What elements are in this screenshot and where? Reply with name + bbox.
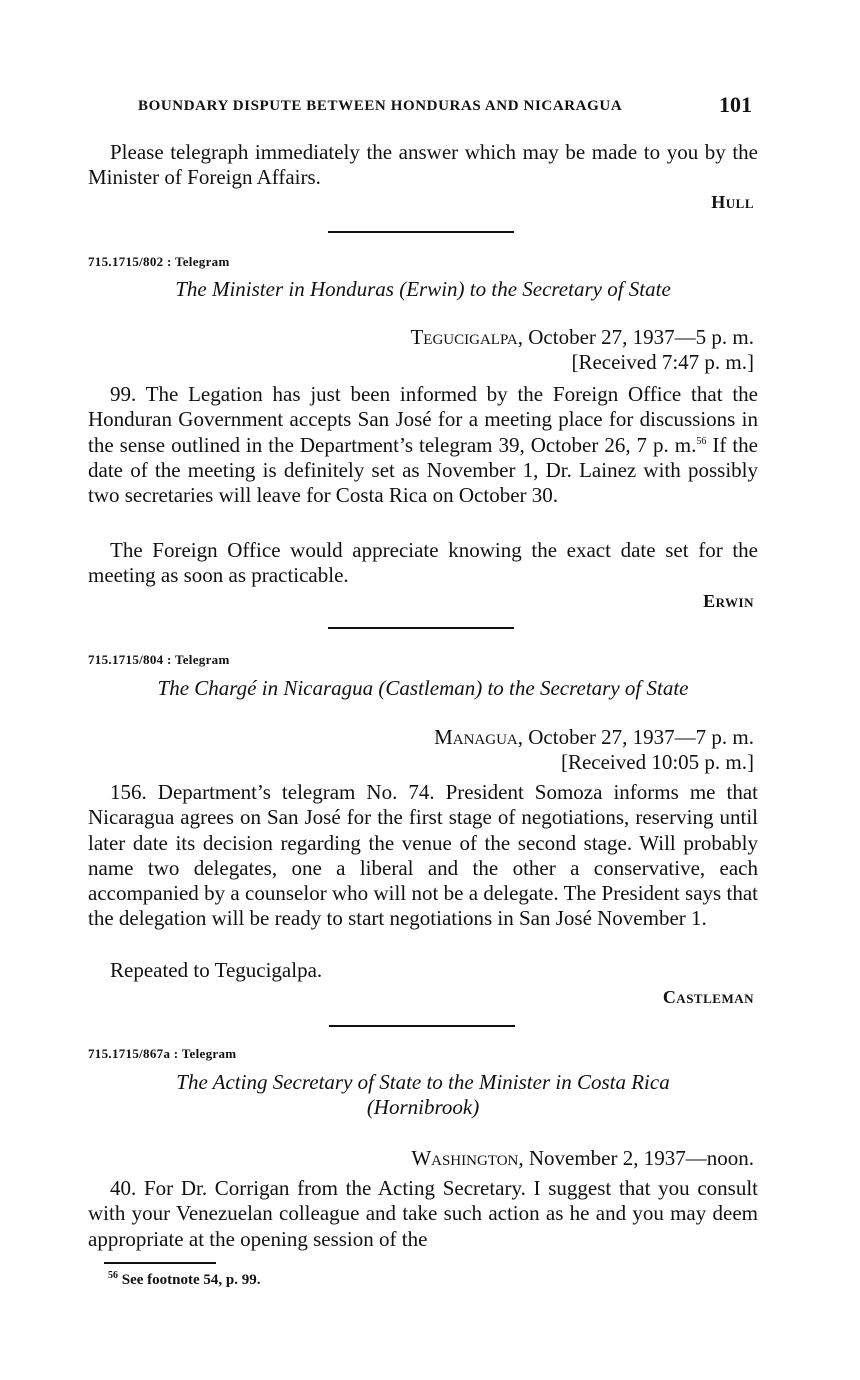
running-title: BOUNDARY DISPUTE BETWEEN HONDURAS AND NICARAGUA: [138, 98, 623, 114]
dateline-date: , October 27, 1937—7 p. m.: [517, 725, 754, 749]
document-reference: 715.1715/804 : Telegram: [88, 652, 230, 667]
document-heading-line-2: (Hornibrook): [366, 1095, 480, 1119]
document-reference: 715.1715/802 : Telegram: [88, 254, 230, 269]
intro-paragraph: Please telegraph immediately the answer which may be made to you by the Minister of Foreign Affairs.: [88, 140, 758, 190]
dateline-place: Managua: [434, 725, 518, 749]
section-divider: [329, 1025, 515, 1027]
running-header: [88, 92, 758, 122]
document-heading: The Chargé in Nicaragua (Castleman) to the Secretary of State: [157, 676, 689, 700]
telegram-paragraph-2: Repeated to Tegucigalpa.: [110, 958, 323, 982]
received-line: [Received 10:05 p. m.]: [560, 750, 754, 774]
dateline-date: , November 2, 1937—noon.: [518, 1146, 754, 1170]
signature-castleman: Castleman: [662, 987, 754, 1007]
dateline-place: Tegucigalpa: [410, 325, 518, 349]
document-heading: The Acting Secretary of State to the Minister in Costa Rica: [176, 1070, 670, 1094]
footnote: [108, 1272, 261, 1289]
dateline: [411, 1146, 754, 1171]
document-reference: 715.1715/867a : Telegram: [88, 1046, 237, 1061]
signature-hull: Hull: [711, 192, 754, 212]
footnote-mark: 56: [108, 1270, 118, 1281]
telegram-paragraph-2: The Foreign Office would appreciate knowing the exact date set for the meeting as soon as practicable.: [88, 538, 758, 588]
footnote-divider: [104, 1262, 216, 1264]
page-number: 101: [719, 92, 752, 117]
telegram-paragraph: [88, 382, 758, 508]
footnote-reference: 56: [696, 435, 707, 447]
telegram-paragraph: 40. For Dr. Corrigan from the Acting Secretary. I suggest that you consult with your Venezuelan colleague and take such action as he and you may deem appropriate at the opening session of the: [88, 1176, 758, 1251]
section-divider: [328, 231, 514, 233]
signature-erwin: Erwin: [703, 591, 754, 611]
dateline: [434, 725, 754, 750]
dateline-date: , October 27, 1937—5 p. m.: [517, 325, 754, 349]
telegram-text: 99. The Legation has just been informed by the Foreign Office that the Honduran Government accepts San José for a meeting place for discussions in the sense outlined in the Department’s telegram 39, October 26, 7 p. m.: [88, 382, 758, 457]
document-page: [88, 0, 758, 1380]
received-line: [Received 7:47 p. m.]: [571, 350, 754, 374]
telegram-text-continued: If the date of the meeting is definitely set as November 1, Dr. Lainez with possibly two secretaries will leave for Costa Rica on October 30.: [88, 432, 758, 508]
dateline-place: Washington: [411, 1146, 519, 1170]
section-divider: [328, 627, 514, 629]
dateline: [410, 325, 754, 350]
document-heading: The Minister in Honduras (Erwin) to the Secretary of State: [175, 277, 671, 301]
footnote-text: See footnote 54, p. 99.: [118, 1272, 261, 1288]
telegram-paragraph: 156. Department’s telegram No. 74. President Somoza informs me that Nicaragua agrees on San José for the first stage of negotiations, reserving until later date its decision regarding the venue of the second stage. Will probably name two delegates, one a liberal and the other a conservative, each accompanied by a counselor who will not be a delegate. The President says that the delegation will be ready to start negotiations in San José November 1.: [88, 780, 758, 931]
